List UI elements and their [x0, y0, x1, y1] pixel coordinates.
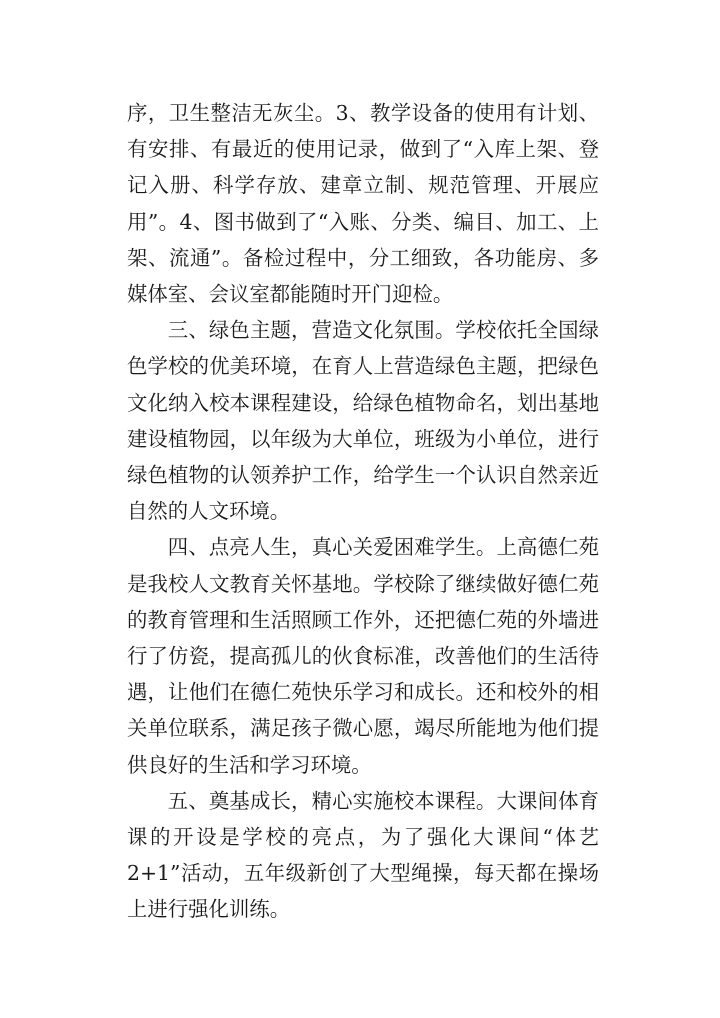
- paragraph-2-green-theme: 三、绿色主题，营造文化氛围。学校依托全国绿色学校的优美环境，在育人上营造绿色主题，把绿色文化纳入校本课程建设，给绿色植物命名，划出基地建设植物园，以年级为大单位，班级为小单位，进行绿色植物的认领养护工作，给学生一个认识自然亲近自然的人文环境。: [127, 318, 599, 524]
- document-body: [127, 95, 599, 928]
- paragraph-4-school-curriculum: 五、奠基成长，精心实施校本课程。大课间体育课的开设是学校的亮点，为了强化大课间“体艺 2+1”活动，五年级新创了大型绳操，每天都在操场上进行强化训练。: [127, 788, 599, 922]
- paragraph-3-care-for-students: 四、点亮人生，真心关爱困难学生。上高德仁苑是我校人文教育关怀基地。学校除了继续做好德仁苑的教育管理和生活照顾工作外，还把德仁苑的外墙进行了仿瓷，提高孤儿的伙食标准，改善他们的生活待遇，让他们在德仁苑快乐学习和成长。还和校外的相关单位联系，满足孩子微心愿，竭尽所能地为他们提供良好的生活和学习环境。: [127, 535, 599, 777]
- paragraph-1: 序，卫生整洁无灰尘。3、教学设备的使用有计划、有安排、有最近的使用记录，做到了“入库上架、登记入册、科学存放、建章立制、规范管理、开展应用”。4、图书做到了“入账、分类、编目、加工、上架、流通”。备检过程中，分工细致，各功能房、多媒体室、会议室都能随时开门迎检。: [127, 101, 599, 307]
